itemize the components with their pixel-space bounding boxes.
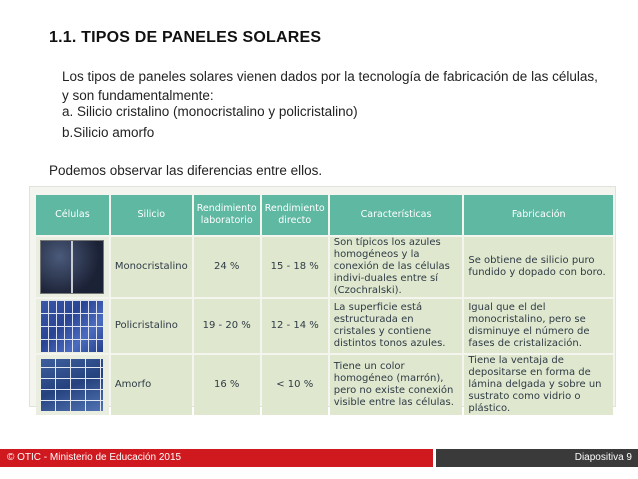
cell-fabricacion: Igual que el del monocristalino, pero se disminuye el número de fases de cristalización. <box>464 299 613 353</box>
header-rend-directo: Rendimiento directo <box>262 195 328 235</box>
footer-copyright: © OTIC - Ministerio de Educación 2015 <box>0 449 433 467</box>
cell-fabricacion: Tiene la ventaja de depositarse en forma de lámina delgada y sobre un sustrato como vidrio o plástico. <box>464 355 613 415</box>
cell-lab: 16 % <box>194 355 260 415</box>
cell-directo: < 10 % <box>262 355 328 415</box>
footer-slide-number: Diapositiva 9 <box>436 449 638 467</box>
list-item-a: a. Silicio cristalino (monocristalino y policristalino) <box>62 104 358 119</box>
amorphous-cell-image <box>41 359 103 411</box>
table-row <box>36 299 613 353</box>
header-caracteristicas: Características <box>330 195 463 235</box>
comparison-table-image <box>29 186 616 414</box>
intro-paragraph: Los tipos de paneles solares vienen dados por la tecnología de fabricación de las células, y son fundamentalmente: <box>62 69 598 103</box>
observe-paragraph: Podemos observar las diferencias entre ellos. <box>49 163 323 178</box>
table-header-row <box>36 195 613 235</box>
cell-silicio: Amorfo <box>111 355 192 415</box>
cell-caracteristicas: Son típicos los azules homogéneos y la conexión de las células indivi-duales entre sí (Czochralski). <box>330 237 463 297</box>
cell-directo: 12 - 14 % <box>262 299 328 353</box>
cell-silicio: Monocristalino <box>111 237 192 297</box>
table-row <box>36 355 613 415</box>
header-celulas: Células <box>36 195 109 235</box>
cell-lab: 19 - 20 % <box>194 299 260 353</box>
polycrystalline-cell-image <box>41 300 103 352</box>
monocrystalline-cell-image <box>40 240 104 294</box>
cell-directo: 15 - 18 % <box>262 237 328 297</box>
cell-fabricacion: Se obtiene de silicio puro fundido y dopado con boro. <box>464 237 613 297</box>
cell-image <box>36 237 109 297</box>
table-row <box>36 237 613 297</box>
list-item-b: b.Silicio amorfo <box>62 125 155 140</box>
header-fabricacion: Fabricación <box>464 195 613 235</box>
header-rend-laboratorio: Rendimiento laboratorio <box>194 195 260 235</box>
cell-caracteristicas: Tiene un color homogéneo (marrón), pero no existe conexión visible entre las células. <box>330 355 463 415</box>
cell-silicio: Policristalino <box>111 299 192 353</box>
slide-title: 1.1. TIPOS DE PANELES SOLARES <box>49 29 322 46</box>
cell-lab: 24 % <box>194 237 260 297</box>
cell-caracteristicas: La superficie está estructurada en cristales y contiene distintos tonos azules. <box>330 299 463 353</box>
cell-image <box>36 355 109 415</box>
header-silicio: Silicio <box>111 195 192 235</box>
cell-image <box>36 299 109 353</box>
comparison-table <box>34 193 615 417</box>
footer-bar <box>0 449 638 467</box>
